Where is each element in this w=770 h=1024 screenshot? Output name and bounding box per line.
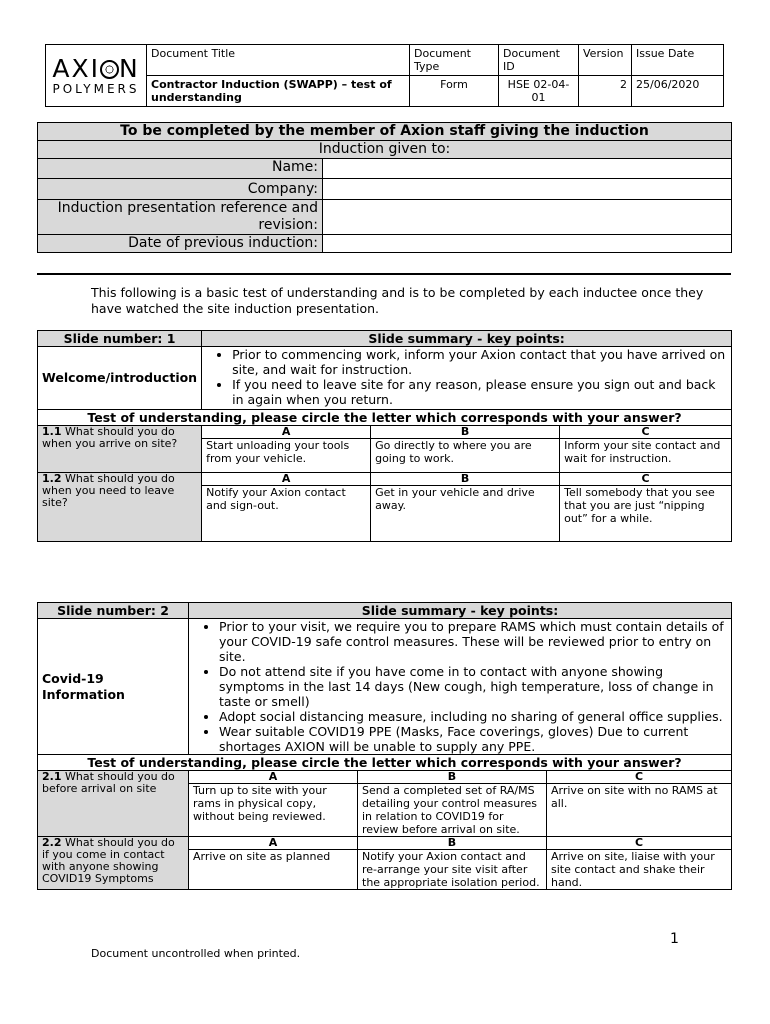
key-point: • Prior to commencing work, inform your Axion contact that you have arrived on site, and wait for instruction. <box>232 347 727 377</box>
company-label: Company: <box>38 179 323 200</box>
slide-summary-label: Slide summary - key points: <box>202 331 732 347</box>
previous-induction-date-label: Date of previous induction: <box>38 235 323 253</box>
slide-number: Slide number: 1 <box>38 331 202 347</box>
logo-bottom: POLYMERS <box>52 81 140 96</box>
option-letter-c[interactable]: C <box>547 837 732 850</box>
footer-note: Document uncontrolled when printed. <box>91 947 301 960</box>
doc-title: Contractor Induction (SWAPP) – test of understanding <box>147 76 410 107</box>
version: 2 <box>579 76 632 107</box>
induction-heading: To be completed by the member of Axion staff giving the induction <box>38 123 732 141</box>
test-heading: Test of understanding, please circle the letter which corresponds with your answer? <box>38 410 732 426</box>
test-heading: Test of understanding, please circle the letter which corresponds with your answer? <box>38 755 732 771</box>
doc-id: HSE 02-04-01 <box>499 76 579 107</box>
name-label: Name: <box>38 159 323 179</box>
answer-a: Notify your Axion contact and sign-out. <box>202 486 371 542</box>
slide-key-points <box>206 347 727 407</box>
issue-date-label: Issue Date <box>632 45 724 76</box>
answer-b: Send a completed set of RA/MS detailing your control measures in relation to COVID19 for review before arrival on site. <box>358 784 547 837</box>
question: 2.1 What should you do before arrival on site <box>38 771 189 837</box>
question: 1.2 What should you do when you need to leave site? <box>38 473 202 542</box>
answer-c: Arrive on site with no RAMS at all. <box>547 784 732 837</box>
doc-type-label: Document Type <box>410 45 499 76</box>
option-letter-b[interactable]: B <box>371 426 560 439</box>
doc-title-label: Document Title <box>147 45 410 76</box>
axion-logo <box>46 53 146 96</box>
slide-1-table <box>37 330 732 542</box>
slide-summary-label: Slide summary - key points: <box>189 603 732 619</box>
slide-2-table <box>37 602 732 890</box>
option-letter-a[interactable]: A <box>189 771 358 784</box>
presentation-reference-field[interactable] <box>323 200 732 235</box>
induction-subheading: Induction given to: <box>38 141 732 159</box>
induction-table <box>37 122 732 253</box>
name-field[interactable] <box>323 159 732 179</box>
option-letter-b[interactable]: B <box>371 473 560 486</box>
key-point: • Adopt social distancing measure, including no sharing of general office supplies. <box>219 709 727 724</box>
answer-b: Notify your Axion contact and re-arrange your site visit after the appropriate isolation period. <box>358 850 547 890</box>
doc-type: Form <box>410 76 499 107</box>
option-letter-c[interactable]: C <box>547 771 732 784</box>
question: 1.1 What should you do when you arrive on site? <box>38 426 202 473</box>
company-field[interactable] <box>323 179 732 200</box>
question: 2.2 What should you do if you come in contact with anyone showing COVID19 Symptoms <box>38 837 189 890</box>
answer-c: Tell somebody that you see that you are just “nipping out” for a while. <box>560 486 732 542</box>
option-letter-c[interactable]: C <box>560 473 732 486</box>
slide-name: Welcome/introduction <box>38 347 202 410</box>
slide-key-points <box>193 619 727 754</box>
version-label: Version <box>579 45 632 76</box>
option-letter-a[interactable]: A <box>202 473 371 486</box>
logo-top: AXI N <box>52 53 140 83</box>
option-letter-a[interactable]: A <box>202 426 371 439</box>
key-point: • Wear suitable COVID19 PPE (Masks, Face coverings, gloves) Due to current shortages AXION will be unable to supply any PPE. <box>219 724 727 754</box>
logo-cell <box>46 45 147 107</box>
option-letter-b[interactable]: B <box>358 771 547 784</box>
issue-date: 25/06/2020 <box>632 76 724 107</box>
logo-o-icon <box>100 60 119 79</box>
slide-number: Slide number: 2 <box>38 603 189 619</box>
document-header <box>45 44 724 107</box>
previous-induction-date-field[interactable] <box>323 235 732 253</box>
option-letter-a[interactable]: A <box>189 837 358 850</box>
option-letter-b[interactable]: B <box>358 837 547 850</box>
doc-id-label: Document ID <box>499 45 579 76</box>
option-letter-c[interactable]: C <box>560 426 732 439</box>
answer-c: Inform your site contact and wait for instruction. <box>560 439 732 473</box>
answer-a: Arrive on site as planned <box>189 850 358 890</box>
intro-text: This following is a basic test of understanding and is to be completed by each inductee once they have watched the site induction presentation. <box>91 285 704 316</box>
key-point: • If you need to leave site for any reason, please ensure you sign out and back in again when you return. <box>232 377 727 407</box>
slide-name: Covid-19 Information <box>38 619 189 755</box>
answer-a: Turn up to site with your rams in physical copy, without being reviewed. <box>189 784 358 837</box>
section-divider <box>37 273 731 275</box>
key-point: • Prior to your visit, we require you to prepare RAMS which must contain details of your COVID-19 safe control measures. These will be reviewed prior to entry on site. <box>219 619 727 664</box>
presentation-reference-label: Induction presentation reference and revision: <box>38 200 323 235</box>
page-number: 1 <box>670 931 679 947</box>
answer-b: Go directly to where you are going to work. <box>371 439 560 473</box>
answer-a: Start unloading your tools from your vehicle. <box>202 439 371 473</box>
answer-c: Arrive on site, liaise with your site contact and shake their hand. <box>547 850 732 890</box>
key-point: • Do not attend site if you have come in to contact with anyone showing symptoms in the last 14 days (New cough, high temperature, loss of change in taste or smell) <box>219 664 727 709</box>
answer-b: Get in your vehicle and drive away. <box>371 486 560 542</box>
